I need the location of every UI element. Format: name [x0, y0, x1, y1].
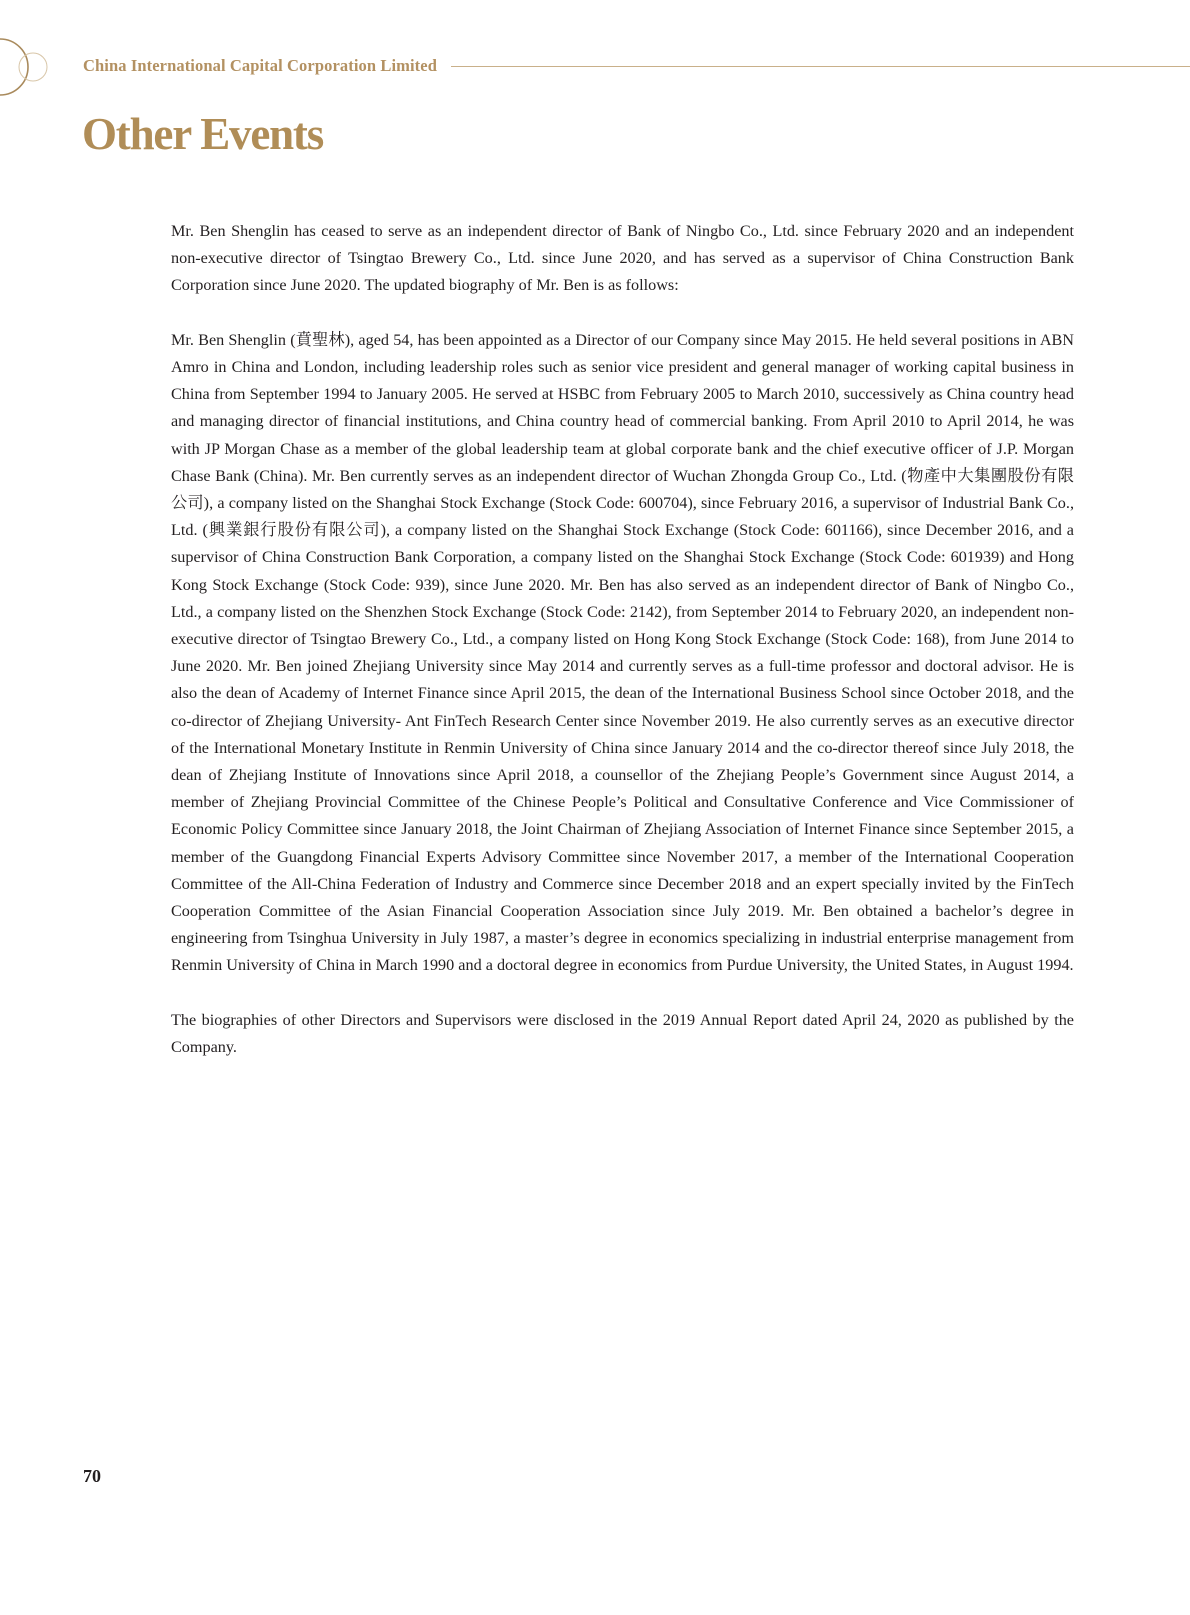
- paragraph-closing: The biographies of other Directors and Supervisors were disclosed in the 2019 Annual Report dated April 24, 2020 as published by the Company.: [171, 1010, 1074, 1057]
- page-number: 70: [83, 1466, 101, 1486]
- paragraph-biography: Mr. Ben Shenglin (賁聖林), aged 54, has been appointed as a Director of our Company since May 2015. He held several positions in ABN Amro in China and London, including leadership roles such as senior vice president and general manager of working capital business in China from September 1994 to January 2005. He served at HSBC from February 2005 to March 2010, successively as China country head and managing director of financial institutions, and China country head of commercial banking. From April 2010 to April 2014, he was with JP Morgan Chase as a member of the global leadership team at global corporate bank and the chief executive officer of J.P. Morgan Chase Bank (China). Mr. Ben currently serves as an independent director of Wuchan Zhongda Group Co., Ltd. (物產中大集團股份有限公司), a company listed on the Shanghai Stock Exchange (Stock Code: 600704), since February 2016, a supervisor of Industrial Bank Co., Ltd. (興業銀行股份有限公司), a company listed on the Shanghai Stock Exchange (Stock Code: 601166), since December 2016, and a supervisor of China Construction Bank Corporation, a company listed on the Shanghai Stock Exchange (Stock Code: 601939) and Hong Kong Stock Exchange (Stock Code: 939), since June 2020. Mr. Ben has also served as an independent director of Bank of Ningbo Co., Ltd., a company listed on the Shenzhen Stock Exchange (Stock Code: 2142), from September 2014 to February 2020, an independent non-executive director of Tsingtao Brewery Co., Ltd., a company listed on Hong Kong Stock Exchange (Stock Code: 168), from June 2014 to June 2020. Mr. Ben joined Zhejiang University since May 2014 and currently serves as a full-time professor and doctoral advisor. He is also the dean of Academy of Internet Finance since April 2015, the dean of the International Business School since October 2018, and the co-director of Zhejiang University- Ant FinTech Research Center since November 2019. He also currently serves as an executive director of the International Monetary Institute in Renmin University of China since January 2014 and the co-director thereof since July 2018, the dean of Zhejiang Institute of Innovations since April 2018, a counsellor of the Zhejiang People’s Government since August 2014, a member of Zhejiang Provincial Committee of the Chinese People’s Political and Consultative Conference and Vice Commissioner of Economic Policy Committee since January 2018, the Joint Chairman of Zhejiang Association of Internet Finance since September 2015, a member of the Guangdong Financial Experts Advisory Committee since November 2017, a member of the International Cooperation Committee of the All-China Federation of Industry and Commerce since December 2018 and an expert specially invited by the FinTech Cooperation Committee of the Asian Financial Cooperation Association since July 2019. Mr. Ben obtained a bachelor’s degree in engineering from Tsinghua University in July 1987, a master’s degree in economics specializing in industrial enterprise management from Renmin University of China in March 1990 and a doctoral degree in economics from Purdue University, the United States, in August 1994.: [171, 330, 1074, 975]
- paragraph-intro: Mr. Ben Shenglin has ceased to serve as an independent director of Bank of Ningbo Co., Ltd. since February 2020 and an independent non-executive director of Tsingtao Brewery Co., Ltd. since June 2020, and has served as a supervisor of China Construction Bank Corporation since June 2020. The updated biography of Mr. Ben is as follows:: [171, 222, 1074, 295]
- page-title: Other Events: [82, 109, 324, 159]
- document-body: [171, 218, 1074, 1088]
- company-name-header: China International Capital Corporation Limited: [83, 56, 437, 75]
- header-rule: [451, 66, 1190, 67]
- decorative-circles-icon: [0, 38, 52, 98]
